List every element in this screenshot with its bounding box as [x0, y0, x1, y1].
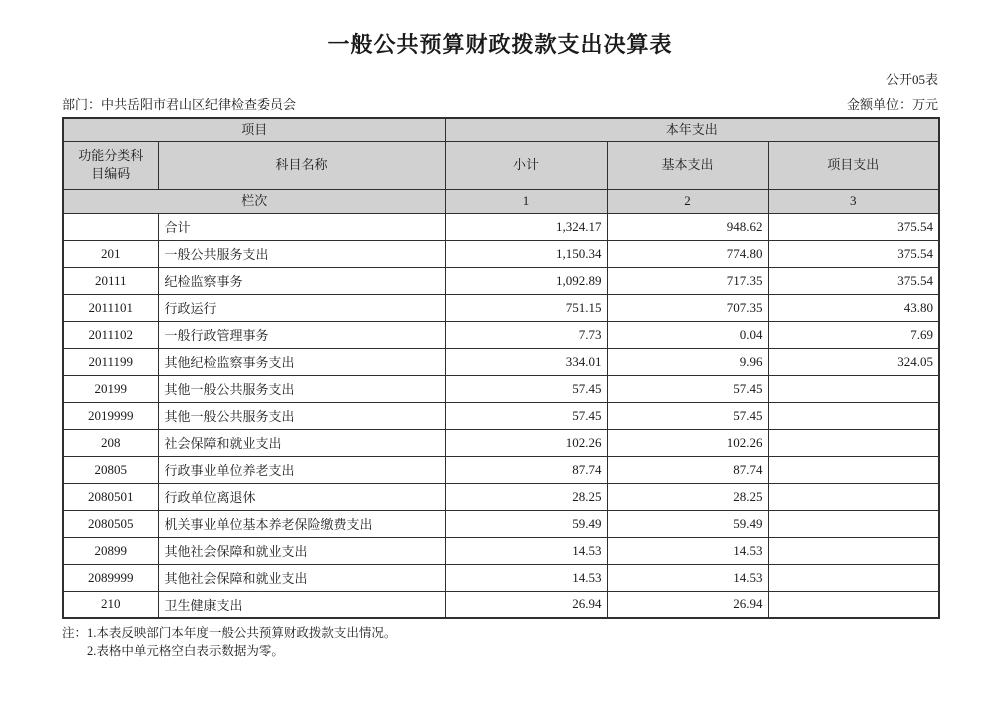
cell-subtotal: 1,092.89: [445, 267, 607, 294]
cell-subtotal: 334.01: [445, 348, 607, 375]
cell-subtotal: 14.53: [445, 564, 607, 591]
cell-basic-expense: 26.94: [607, 591, 768, 618]
cell-project-expense: [768, 537, 939, 564]
cell-subject-name: 行政运行: [158, 294, 445, 321]
cell-basic-expense: 948.62: [607, 213, 768, 240]
cell-project-expense: [768, 402, 939, 429]
cell-subject-name: 其他社会保障和就业支出: [158, 564, 445, 591]
cell-project-expense: [768, 429, 939, 456]
cell-subject-name: 行政事业单位养老支出: [158, 456, 445, 483]
cell-subtotal: 751.15: [445, 294, 607, 321]
cell-basic-expense: 87.74: [607, 456, 768, 483]
footnote-line-1: 1.本表反映部门本年度一般公共预算财政拨款支出情况。: [87, 626, 397, 640]
cell-subtotal: 26.94: [445, 591, 607, 618]
cell-function-code: [63, 213, 158, 240]
table-row: [63, 375, 939, 402]
cell-function-code: 20899: [63, 537, 158, 564]
cell-project-expense: [768, 564, 939, 591]
header-lanci: 栏次: [63, 189, 445, 213]
table-code-label: 公开05表: [885, 72, 938, 87]
cell-function-code: 2011101: [63, 294, 158, 321]
cell-project-expense: 324.05: [768, 348, 939, 375]
cell-basic-expense: 774.80: [607, 240, 768, 267]
table-row: [63, 429, 939, 456]
header-col-num-2: 2: [607, 189, 768, 213]
table-row: [63, 402, 939, 429]
cell-project-expense: [768, 591, 939, 618]
table-row: [63, 564, 939, 591]
footnote-line-2: 2.表格中单元格空白表示数据为零。: [87, 644, 284, 658]
header-subtotal: 小计: [445, 141, 607, 189]
header-lanci-row: [63, 189, 939, 213]
unit-label: 金额单位：万元: [846, 97, 938, 112]
cell-function-code: 20805: [63, 456, 158, 483]
cell-function-code: 2089999: [63, 564, 158, 591]
cell-subject-name: 卫生健康支出: [158, 591, 445, 618]
header-year-expense-group: 本年支出: [445, 118, 939, 141]
cell-basic-expense: 9.96: [607, 348, 768, 375]
table-row: [63, 483, 939, 510]
cell-subject-name: 其他社会保障和就业支出: [158, 537, 445, 564]
header-project-expense: 项目支出: [768, 141, 939, 189]
cell-function-code: 2080505: [63, 510, 158, 537]
cell-subject-name: 其他纪检监察事务支出: [158, 348, 445, 375]
budget-table: [62, 117, 940, 619]
cell-subject-name: 其他一般公共服务支出: [158, 375, 445, 402]
cell-basic-expense: 14.53: [607, 564, 768, 591]
table-row: [63, 321, 939, 348]
header-columns-row: [63, 141, 939, 189]
cell-subject-name: 行政单位离退休: [158, 483, 445, 510]
department-label: 部门：中共岳阳市君山区纪律检查委员会: [62, 97, 297, 112]
cell-subtotal: 14.53: [445, 537, 607, 564]
cell-function-code: 208: [63, 429, 158, 456]
cell-function-code: 201: [63, 240, 158, 267]
table-row: [63, 591, 939, 618]
meta-row: [62, 94, 938, 113]
cell-subject-name: 一般公共服务支出: [158, 240, 445, 267]
cell-project-expense: [768, 510, 939, 537]
cell-function-code: 2019999: [63, 402, 158, 429]
table-row: [63, 537, 939, 564]
cell-function-code: 20111: [63, 267, 158, 294]
cell-subtotal: 1,324.17: [445, 213, 607, 240]
header-col-num-1: 1: [445, 189, 607, 213]
table-row: [63, 348, 939, 375]
cell-subtotal: 87.74: [445, 456, 607, 483]
header-project-group: 项目: [63, 118, 445, 141]
cell-subject-name: 一般行政管理事务: [158, 321, 445, 348]
cell-project-expense: [768, 456, 939, 483]
footnote-prefix: 注：: [62, 626, 88, 640]
header-basic-expense: 基本支出: [607, 141, 768, 189]
cell-subject-name: 合计: [158, 213, 445, 240]
cell-subtotal: 59.49: [445, 510, 607, 537]
footnote-lines: [87, 624, 396, 660]
cell-subject-name: 纪检监察事务: [158, 267, 445, 294]
cell-basic-expense: 0.04: [607, 321, 768, 348]
cell-function-code: 210: [63, 591, 158, 618]
cell-function-code: 2011102: [63, 321, 158, 348]
cell-function-code: 2080501: [63, 483, 158, 510]
cell-subtotal: 28.25: [445, 483, 607, 510]
cell-basic-expense: 57.45: [607, 375, 768, 402]
cell-function-code: 20199: [63, 375, 158, 402]
table-row: [63, 294, 939, 321]
table-body: [63, 213, 939, 618]
footnotes: [62, 624, 938, 660]
cell-basic-expense: 707.35: [607, 294, 768, 321]
cell-project-expense: [768, 483, 939, 510]
cell-project-expense: 43.80: [768, 294, 939, 321]
table-row: [63, 267, 939, 294]
cell-subject-name: 机关事业单位基本养老保险缴费支出: [158, 510, 445, 537]
cell-basic-expense: 14.53: [607, 537, 768, 564]
cell-basic-expense: 28.25: [607, 483, 768, 510]
table-row: [63, 510, 939, 537]
table-header: [63, 118, 939, 213]
cell-subtotal: 7.73: [445, 321, 607, 348]
cell-subtotal: 102.26: [445, 429, 607, 456]
page-title: 一般公共预算财政拨款支出决算表: [327, 32, 673, 57]
cell-basic-expense: 57.45: [607, 402, 768, 429]
cell-project-expense: 375.54: [768, 267, 939, 294]
cell-project-expense: 375.54: [768, 213, 939, 240]
cell-function-code: 2011199: [63, 348, 158, 375]
cell-project-expense: [768, 375, 939, 402]
table-row: [63, 240, 939, 267]
header-function-code: 功能分类科目编码: [63, 141, 158, 189]
cell-project-expense: 7.69: [768, 321, 939, 348]
cell-subject-name: 社会保障和就业支出: [158, 429, 445, 456]
table-row: [63, 456, 939, 483]
cell-subtotal: 1,150.34: [445, 240, 607, 267]
cell-basic-expense: 102.26: [607, 429, 768, 456]
table-row: [63, 213, 939, 240]
cell-subject-name: 其他一般公共服务支出: [158, 402, 445, 429]
cell-basic-expense: 59.49: [607, 510, 768, 537]
cell-project-expense: 375.54: [768, 240, 939, 267]
cell-subtotal: 57.45: [445, 375, 607, 402]
cell-basic-expense: 717.35: [607, 267, 768, 294]
header-subject-name: 科目名称: [158, 141, 445, 189]
header-group-row: [63, 118, 939, 141]
header-col-num-3: 3: [768, 189, 939, 213]
cell-subtotal: 57.45: [445, 402, 607, 429]
